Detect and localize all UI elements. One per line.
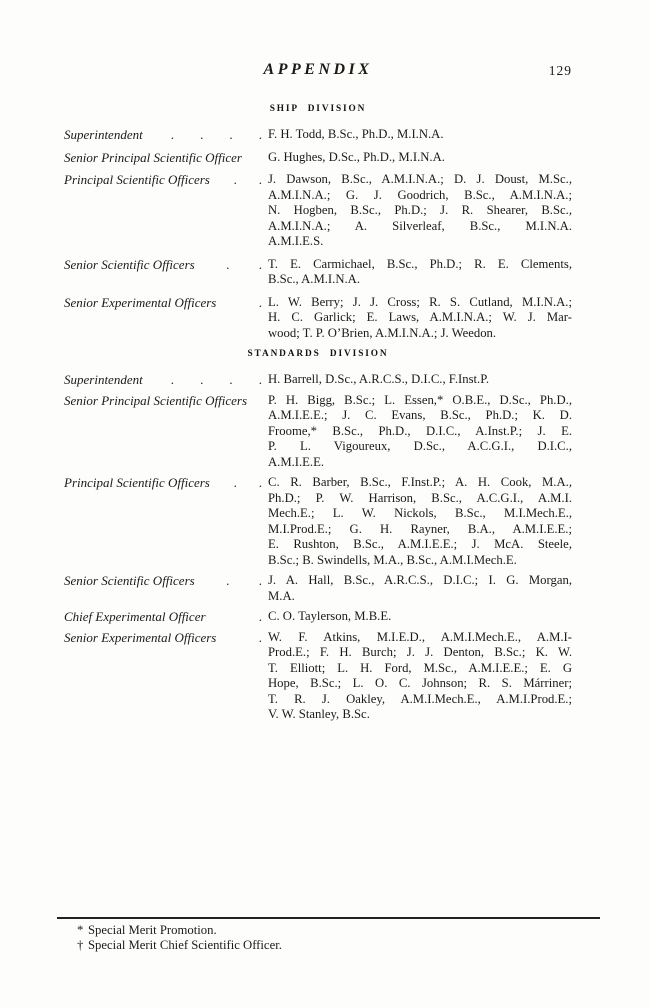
role-cell (64, 393, 268, 409)
dot-leader (197, 573, 268, 589)
staff-line: N. Hogben, B.Sc., Ph.D.; J. R. Shearer, B.Sc., (268, 203, 572, 217)
staff-line: J. A. Hall, B.Sc., A.R.C.S., D.I.C.; I. G. Morgan, (268, 573, 572, 587)
role-cell (64, 172, 268, 188)
role-cell (64, 295, 268, 311)
staff-line: T. E. Carmichael, B.Sc., Ph.D.; R. E. Clements, (268, 256, 572, 271)
footnote-text: Special Merit Chief Scientific Officer. (88, 938, 282, 952)
staff-line: F. H. Todd, B.Sc., Ph.D., M.I.N.A. (268, 127, 444, 141)
leader-dot: . (258, 172, 262, 187)
role-cell (64, 372, 268, 388)
leader-dot: . (258, 256, 262, 272)
staff-names (268, 630, 572, 723)
dot-leader (212, 172, 268, 188)
staff-line: T. R. J. Oakley, A.M.I.Mech.E., A.M.I.Prod.E.; (268, 691, 572, 706)
leader-dot: . (258, 629, 262, 645)
staff-line: G. Hughes, D.Sc., Ph.D., M.I.N.A. (268, 149, 445, 164)
staff-names (268, 127, 572, 143)
leader-dot: . (200, 372, 204, 387)
dot-leader (145, 372, 268, 388)
staff-line: wood; T. P. O’Brien, A.M.I.N.A.; J. Weedon. (268, 325, 497, 340)
page-header (64, 61, 572, 81)
leader-dot: . (200, 127, 204, 142)
staff-line: C. O. Taylerson, M.B.E. (268, 609, 392, 623)
footnote-list (57, 923, 600, 953)
staff-names (268, 475, 572, 568)
leader-dot: . (226, 256, 230, 272)
staff-line: B.Sc., A.M.I.N.A. (268, 272, 360, 286)
staff-line: J. Dawson, B.Sc., A.M.I.N.A.; D. J. Doust, M.Sc., (268, 172, 572, 186)
dot-leader (208, 609, 268, 625)
content (64, 103, 572, 728)
staff-names (268, 150, 572, 166)
staff-row (64, 127, 572, 143)
leader-dot: . (258, 573, 262, 588)
footnote-marker: † (77, 938, 84, 952)
role-label: Senior Experimental Officers (64, 294, 217, 310)
footnote (57, 923, 600, 938)
staff-row (64, 172, 572, 250)
role-cell (64, 630, 268, 646)
leader-dot: . (233, 172, 237, 187)
staff-row (64, 630, 572, 723)
staff-row (64, 609, 572, 625)
role-label: Principal Scientific Officers (64, 172, 210, 187)
role-cell (64, 573, 268, 589)
footnote-text: Special Merit Promotion. (88, 923, 217, 937)
dot-leader (145, 127, 268, 143)
role-label: Senior Scientific Officers (64, 256, 195, 272)
staff-line: H. Barrell, D.Sc., A.R.C.S., D.I.C., F.Inst.P. (268, 372, 490, 386)
staff-row (64, 295, 572, 342)
leader-dot: . (170, 127, 175, 142)
running-title: APPENDIX (263, 61, 373, 78)
staff-names (268, 257, 572, 288)
staff-line: B.Sc.; B. Swindells, M.A., B.Sc., A.M.I.Mech.E. (268, 552, 517, 567)
section-heading: SHIP DIVISION (269, 104, 367, 114)
staff-names (268, 573, 572, 604)
leader-dot: . (233, 475, 237, 490)
role-label: Chief Experimental Officer (64, 609, 206, 624)
staff-line: M.I.Prod.E.; G. H. Rayner, B.A., A.M.I.E.E.; (268, 521, 572, 536)
staff-names (268, 372, 572, 388)
staff-line: V. W. Stanley, B.Sc. (268, 707, 370, 721)
staff-line: Mech.E.; L. W. Nickols, B.Sc., M.I.Mech.E., (268, 506, 572, 520)
role-cell (64, 127, 268, 143)
footnote (57, 938, 600, 953)
staff-line: L. W. Berry; J. J. Cross; R. S. Cutland, M.I.N.A.; (268, 294, 572, 309)
footnote-rule (57, 917, 600, 919)
leader-dot: . (229, 372, 233, 387)
staff-line: C. R. Barber, B.Sc., F.Inst.P.; A. H. Cook, M.A., (268, 475, 572, 489)
staff-names (268, 295, 572, 342)
staff-line: Prod.E.; F. H. Burch; J. J. Denton, B.Sc.; K. W. (268, 645, 572, 659)
staff-line: A.M.I.N.A.; G. J. Goodrich, B.Sc., A.M.I.N.A.; (268, 187, 572, 202)
role-label: Senior Principal Scientific Officer (64, 149, 242, 165)
role-label: Superintendent (64, 127, 143, 142)
staff-row (64, 257, 572, 288)
staff-row (64, 475, 572, 568)
leader-dot: . (170, 372, 175, 387)
dot-leader (218, 295, 268, 311)
role-label: Senior Experimental Officers (64, 629, 217, 645)
staff-row (64, 150, 572, 166)
staff-row (64, 372, 572, 388)
staff-line: T. Elliott; L. H. Ford, M.Sc., A.M.I.E.E.; E. G (268, 660, 572, 675)
staff-line: M.A. (268, 588, 295, 603)
leader-dot: . (226, 573, 230, 588)
leader-dot: . (258, 609, 262, 624)
leader-dot: . (258, 294, 262, 310)
division-section (64, 103, 572, 341)
staff-line: E. Rushton, B.Sc., A.M.I.E.E.; J. McA. Steele, (268, 537, 572, 551)
staff-line: W. F. Atkins, M.I.E.D., A.M.I.Mech.E., A.M.I- (268, 629, 572, 644)
division-section (64, 348, 572, 723)
dot-leader (212, 475, 268, 491)
footnotes (57, 917, 600, 953)
staff-names (268, 172, 572, 250)
leader-dot: . (258, 127, 262, 142)
leader-dot: . (229, 127, 233, 142)
dot-leader (197, 257, 268, 273)
staff-names (268, 609, 572, 625)
page-number: 129 (548, 63, 572, 78)
staff-line: A.M.I.E.E. (268, 454, 325, 469)
role-cell (64, 475, 268, 491)
dot-leader (218, 630, 268, 646)
role-label: Senior Principal Scientific Officers (64, 392, 248, 408)
role-cell (64, 609, 268, 625)
staff-line: Froome,* B.Sc., Ph.D., D.I.C., A.Inst.P.; J. E. (268, 423, 572, 438)
footnote-marker: * (77, 923, 84, 937)
role-label: Principal Scientific Officers (64, 475, 210, 490)
staff-row (64, 393, 572, 471)
staff-row (64, 573, 572, 604)
staff-line: Hope, B.Sc.; L. O. C. Johnson; R. S. Márriner; (268, 676, 572, 690)
staff-line: H. C. Garlick; E. Laws, A.M.I.N.A.; W. J. Mar- (268, 310, 572, 324)
role-label: Senior Scientific Officers (64, 573, 195, 588)
role-label: Superintendent (64, 372, 143, 387)
staff-line: A.M.I.E.S. (268, 234, 324, 248)
staff-line: Ph.D.; P. W. Harrison, B.Sc., A.C.G.I., A.M.I. (268, 490, 572, 505)
role-cell (64, 150, 268, 166)
staff-line: P. H. Bigg, B.Sc.; L. Essen,* O.B.E., D.Sc., Ph.D., (268, 392, 572, 407)
staff-line: A.M.I.N.A.; A. Silverleaf, B.Sc., M.I.N.A. (268, 218, 572, 233)
staff-line: P. L. Vigoureux, D.Sc., A.C.G.I., D.I.C., (268, 439, 572, 453)
leader-dot: . (258, 475, 262, 490)
role-cell (64, 257, 268, 273)
staff-names (268, 393, 572, 471)
staff-line: A.M.I.E.E.; J. C. Evans, B.Sc., Ph.D.; K. D. (268, 408, 572, 422)
leader-dot: . (258, 372, 262, 387)
section-heading: STANDARDS DIVISION (247, 349, 389, 359)
